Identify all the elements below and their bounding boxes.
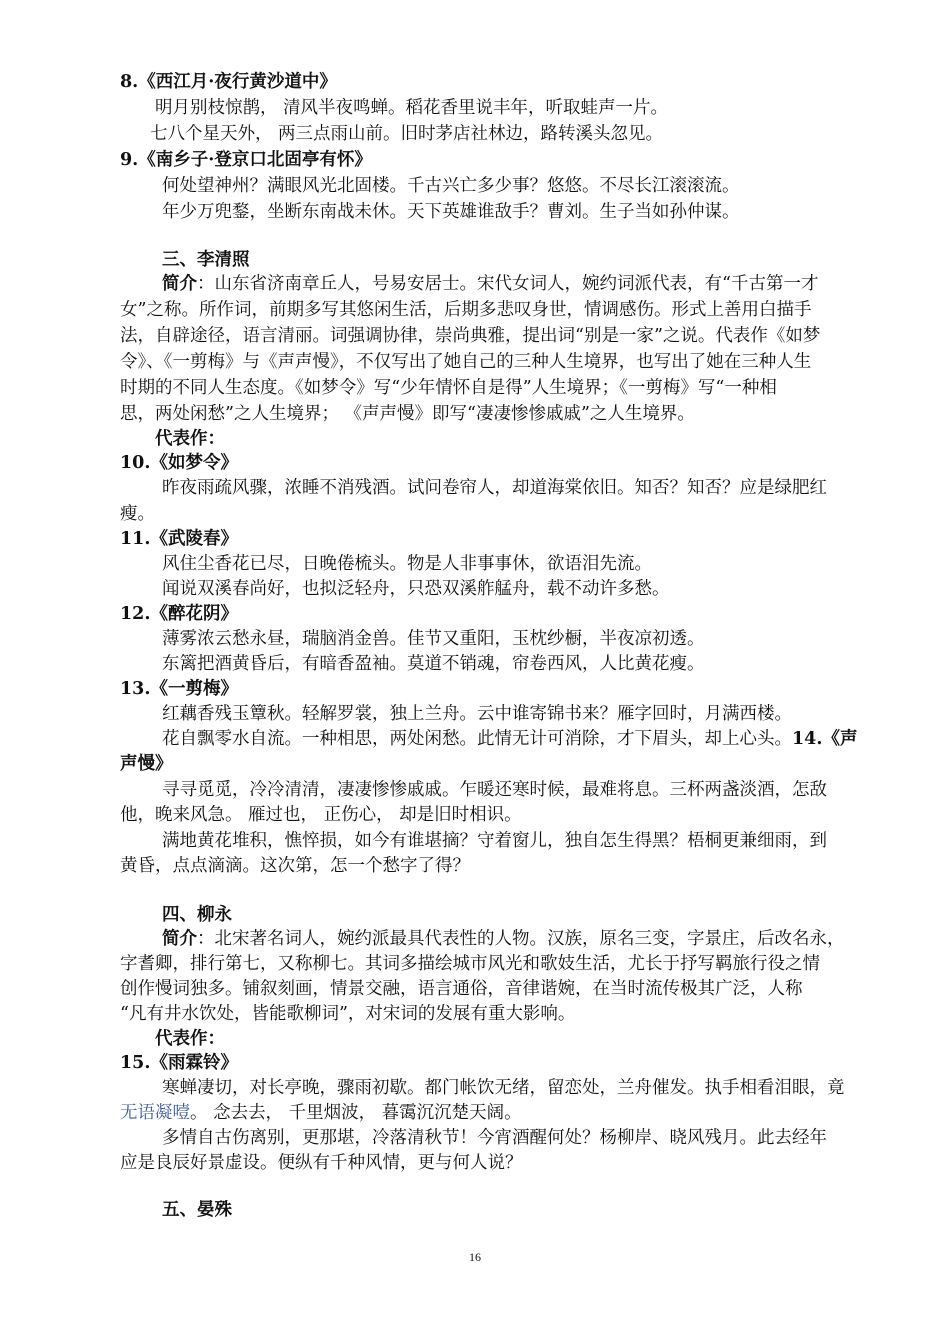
highlighted-text: 无语凝噎: [120, 1103, 190, 1123]
poem-title: 8.《西江月·夜行黄沙道中》: [120, 72, 337, 92]
poem-line: 寒蝉凄切，对长亭晚，骤雨初歇。都门帐饮无绪，留恋处，兰舟催发。执手相看泪眼，竟: [162, 1078, 845, 1098]
intro-line: 时期的不同人生态度。《如梦令》写“少年情怀自是得”人生境界；《一剪梅》写“一种相: [120, 378, 777, 398]
poem-line: 应是良辰好景虚设。便纵有千种风情，更与何人说？: [120, 1153, 523, 1173]
poem-title: 10.《如梦令》: [120, 453, 238, 473]
poem-title: 14.《声: [792, 729, 858, 749]
poem-line: 黄昏，点点滴滴。这次第，怎一个愁字了得？: [120, 856, 470, 876]
poem-line: 昨夜雨疏风骤，浓睡不消残酒。试问卷帘人，却道海棠依旧。知否？知否？应是绿肥红: [162, 478, 827, 498]
poem-line: 薄雾浓云愁永昼，瑞脑消金兽。佳节又重阳，玉枕纱橱，半夜凉初透。: [162, 629, 705, 649]
poem-line: 满地黄花堆积，憔悴损，如今有谁堪摘？守着窗儿，独自怎生得黑？梧桐更兼细雨，到: [162, 831, 827, 851]
section-heading: 三、李清照: [162, 250, 250, 270]
poem-title: 13.《一剪梅》: [120, 679, 238, 699]
intro-line: 思，两处闲愁”之人生境界； 《声声慢》即写“凄凄惨惨戚戚”之人生境界。: [120, 404, 695, 424]
section-heading: 五、晏殊: [162, 1200, 232, 1220]
poem-title: 15.《雨霖铃》: [120, 1053, 238, 1073]
intro-line: 令》、《一剪梅》与《声声慢》，不仅写出了她自己的三种人生境界，也写出了她在三种人生: [120, 352, 812, 372]
poem-line: 年少万兜鍪，坐断东南战未休。天下英雄谁敌手？曹刘。生子当如孙仲谋。: [162, 202, 740, 222]
poem-line: 无语凝噎。 念去去， 千里烟波， 暮霭沉沉楚天阔。: [120, 1103, 522, 1123]
intro-line: 创作慢词独多。铺叙刻画，情景交融，语言通俗，音律谐婉，在当时流传极其广泛，人称: [120, 979, 803, 999]
poem-line: 寻寻觅觅，冷冷清清，凄凄惨惨戚戚。乍暖还寒时候，最难将息。三杯两盏淡酒，怎敌: [162, 780, 827, 800]
section-heading: 四、柳永: [162, 905, 232, 925]
intro-line: 法，自辟途径，语言清丽。词强调协律，崇尚典雅，提出词“别是一家”之说。代表作《如梦: [120, 326, 821, 346]
poem-line: 他，晚来风急。 雁过也， 正伤心， 却是旧时相识。: [120, 805, 522, 825]
poem-line: 明月别枝惊鹊， 清风半夜鸣蝉。稻花香里说丰年，听取蛙声一片。: [155, 98, 669, 118]
poem-title: 12.《醉花阴》: [120, 604, 238, 624]
page-number: 16: [469, 1250, 481, 1264]
poem-line: 何处望神州？满眼风光北固楼。千古兴亡多少事？悠悠。不尽长江滚滚流。: [162, 176, 740, 196]
poem-title: 声慢》: [120, 754, 173, 774]
works-label: 代表作：: [155, 1029, 225, 1049]
intro-line: 女”之称。所作词，前期多写其悠闲生活，后期多悲叹身世，情调感伤。形式上善用白描手: [120, 300, 812, 320]
poem-line: 东篱把酒黄昏后，有暗香盈袖。莫道不销魂，帘卷西风，人比黄花瘦。: [162, 654, 705, 674]
poem-line: 红藕香残玉簟秋。轻解罗裳，独上兰舟。云中谁寄锦书来？雁字回时，月满西楼。: [162, 704, 792, 724]
poem-title: 11.《武陵春》: [120, 529, 238, 549]
poem-line: 闻说双溪春尚好，也拟泛轻舟，只恐双溪舴艋舟，载不动许多愁。: [162, 579, 670, 599]
poem-line: 瘦。: [120, 504, 155, 524]
poem-title: 9.《南乡子·登京口北固亭有怀》: [120, 150, 372, 170]
intro-line: 字耆卿，排行第七，又称柳七。其词多描绘城市风光和歌妓生活，尤长于抒写羁旅行役之情: [120, 954, 820, 974]
intro-line: “凡有井水饮处，皆能歌柳词”，对宋词的发展有重大影响。: [120, 1004, 576, 1024]
poem-line: 七八个星天外， 两三点雨山前。旧时茅店社林边，路转溪头忽见。: [150, 124, 664, 144]
poem-line: 多情自古伤离别，更那堪，冷落清秋节！今宵酒醒何处？杨柳岸、晓风残月。此去经年: [162, 1128, 827, 1148]
intro-line: 简介：山东省济南章丘人，号易安居士。宋代女词人，婉约词派代表，有“千古第一才: [162, 274, 819, 294]
poem-line: 风住尘香花已尽，日晚倦梳头。物是人非事事休，欲语泪先流。: [162, 554, 652, 574]
intro-line: 简介：北宋著名词人，婉约派最具代表性的人物。汉族，原名三变，字景庄，后改名永，: [162, 929, 845, 949]
poem-line: 花自飘零水自流。一种相思，两处闲愁。此情无计可消除，才下眉头，却上心头。14.《声: [162, 729, 858, 749]
works-label: 代表作：: [155, 429, 225, 449]
